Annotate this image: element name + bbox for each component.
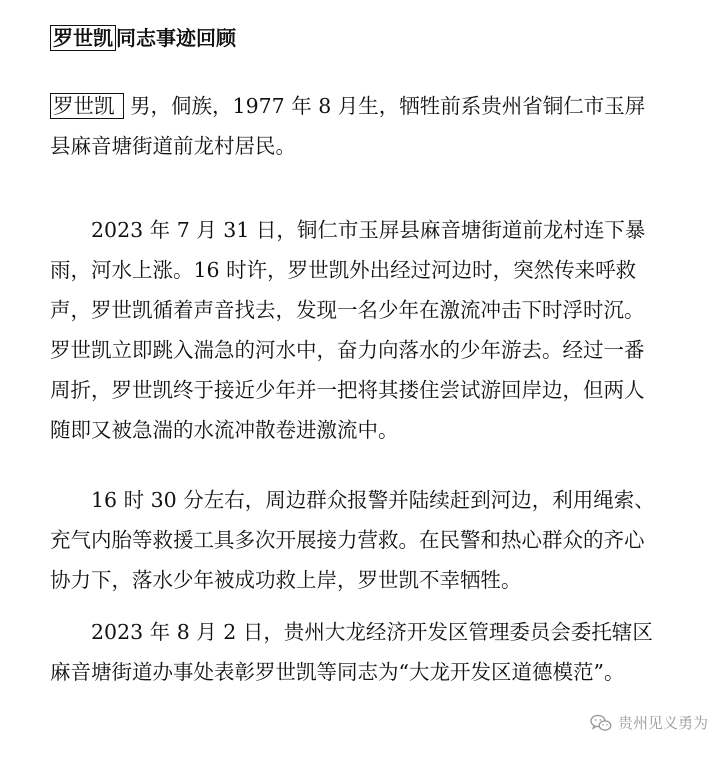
title-name-highlight: 罗世凯 <box>50 25 116 51</box>
paragraph-intro <box>50 86 660 166</box>
title-rest: 同志事迹回顾 <box>116 26 236 50</box>
watermark <box>590 712 708 733</box>
watermark-text: 贵州见义勇为 <box>617 714 708 732</box>
article-title <box>50 24 236 52</box>
wechat-icon <box>590 714 612 732</box>
paragraph-commendation: 2023 年 8 月 2 日，贵州大龙经济开发区管理委员会委托辖区麻音塘街道办事处表彰罗世凯等同志为“大龙开发区道德模范”。 <box>50 620 653 684</box>
intro-text: 男，侗族，1977 年 8 月生，牺牲前系贵州省铜仁市玉屏县麻音塘街道前龙村居民。 <box>50 94 646 158</box>
intro-name-highlight: 罗世凯 <box>50 93 124 119</box>
paragraph-aftermath: 16 时 30 分左右，周边群众报警并陆续赶到河边，利用绳索、充气内胎等救援工具多次开展接力营救。在民警和热心群众的齐心协力下，落水少年被成功救上岸，罗世凯不幸牺牲。 <box>50 488 655 592</box>
paragraph-rescue: 2023 年 7 月 31 日，铜仁市玉屏县麻音塘街道前龙村连下暴雨，河水上涨。16 时许，罗世凯外出经过河边时，突然传来呼救声，罗世凯循着声音找去，发现一名少年在激流冲击下时浮时沉。罗世凯立即跳入湍急的河水中，奋力向落水的少年游去。经过一番周折，罗世凯终于接近少年并一把将其搂住尝试游回岸边，但两人随即又被急湍的水流冲散卷进激流中。 <box>50 218 646 442</box>
